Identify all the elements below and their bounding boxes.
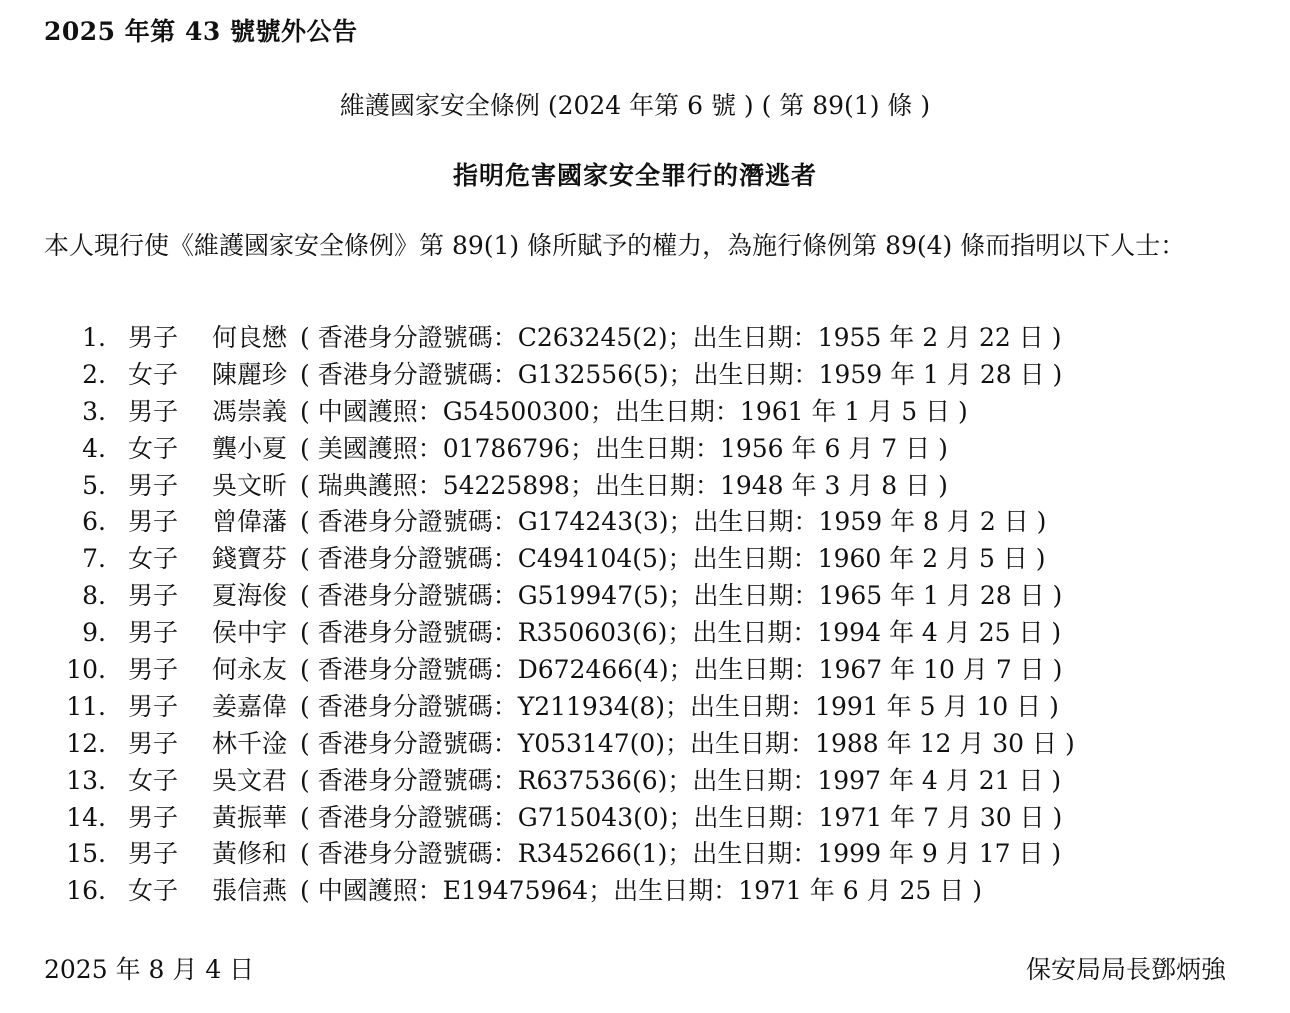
item-gender: 男子 — [128, 470, 179, 500]
item-name: 黃修和 — [212, 839, 288, 869]
item-number: 10. — [66, 655, 106, 685]
item-name: 何良懋 — [212, 323, 288, 352]
item-gender: 男子 — [128, 396, 179, 426]
item-identity-details: ( 香港身分證號碼：R637536(6)；出生日期：1997 年 4 月 21 日 ) — [300, 765, 1062, 795]
item-gender: 女子 — [128, 765, 179, 795]
intro-paragraph: 本人現行使《維護國家安全條例》第 89(1) 條所賦予的權力，為施行條例第 89(4) 條而指明以下人士： — [44, 231, 1186, 260]
item-identity-details: ( 香港身分證號碼：G174243(3)；出生日期：1959 年 8 月 2 日 ) — [300, 507, 1047, 537]
item-gender: 女子 — [128, 359, 179, 389]
item-identity-details: ( 中國護照：G54500300；出生日期：1961 年 1 月 5 日 ) — [300, 396, 968, 426]
item-identity-details: ( 香港身分證號碼：G132556(5)；出生日期：1959 年 1 月 28 日 ) — [300, 359, 1063, 389]
item-name: 吳文昕 — [212, 470, 288, 500]
item-gender: 男子 — [128, 323, 179, 352]
notice-date: 2025 年 8 月 4 日 — [44, 955, 255, 984]
item-number: 16. — [66, 876, 106, 906]
item-name: 何永友 — [212, 655, 288, 685]
item-identity-details: ( 香港身分證號碼：D672466(4)；出生日期：1967 年 10 月 7 日 ) — [300, 655, 1063, 685]
item-name: 錢寶芬 — [212, 544, 288, 574]
item-identity-details: ( 中國護照：E19475964；出生日期：1971 年 6 月 25 日 ) — [300, 876, 982, 906]
signatory: 保安局局長鄧炳強 — [1025, 955, 1226, 984]
item-number: 4. — [82, 433, 106, 463]
item-name: 張信燕 — [212, 876, 288, 906]
item-identity-details: ( 香港身分證號碼：Y211934(8)；出生日期：1991 年 5 月 10 日 ) — [300, 691, 1059, 721]
item-name: 陳麗珍 — [212, 359, 288, 389]
item-gender: 男子 — [128, 802, 179, 832]
item-gender: 男子 — [128, 618, 179, 648]
item-identity-details: ( 香港身分證號碼：R345266(1)；出生日期：1999 年 9 月 17 日 ) — [300, 839, 1062, 869]
item-gender: 男子 — [128, 839, 179, 869]
item-gender: 男子 — [128, 655, 179, 685]
item-name: 姜嘉偉 — [212, 691, 288, 721]
item-number: 7. — [82, 544, 106, 574]
item-number: 6. — [82, 507, 106, 537]
item-gender: 男子 — [128, 507, 179, 537]
item-gender: 男子 — [128, 581, 179, 611]
item-name: 侯中宇 — [212, 618, 288, 648]
item-number: 1. — [82, 323, 106, 352]
item-name: 吳文君 — [212, 765, 288, 795]
item-identity-details: ( 美國護照：01786796；出生日期：1956 年 6 月 7 日 ) — [300, 433, 948, 463]
item-gender: 女子 — [128, 544, 179, 574]
item-identity-details: ( 瑞典護照：54225898；出生日期：1948 年 3 月 8 日 ) — [300, 470, 948, 500]
item-number: 11. — [66, 691, 106, 721]
notice-number-title: 2025 年第 43 號號外公告 — [44, 17, 358, 46]
item-name: 夏海俊 — [212, 581, 288, 611]
item-name: 黃振華 — [212, 802, 288, 832]
item-identity-details: ( 香港身分證號碼：R350603(6)；出生日期：1994 年 4 月 25 日 ) — [300, 618, 1062, 648]
item-number: 14. — [66, 802, 106, 832]
item-number: 12. — [66, 728, 106, 758]
item-gender: 男子 — [128, 691, 179, 721]
item-identity-details: ( 香港身分證號碼：G519947(5)；出生日期：1965 年 1 月 28 日 ) — [300, 581, 1063, 611]
item-identity-details: ( 香港身分證號碼：C263245(2)；出生日期：1955 年 2 月 22 日 ) — [300, 323, 1062, 352]
item-number: 5. — [82, 470, 106, 500]
item-number: 15. — [66, 839, 106, 869]
item-number: 9. — [82, 618, 106, 648]
item-name: 龔小夏 — [212, 433, 288, 463]
item-identity-details: ( 香港身分證號碼：G715043(0)；出生日期：1971 年 7 月 30 日 ) — [300, 802, 1063, 832]
item-number: 8. — [82, 581, 106, 611]
item-gender: 男子 — [128, 728, 179, 758]
item-number: 3. — [82, 396, 106, 426]
item-name: 馮崇義 — [212, 396, 288, 426]
item-number: 2. — [82, 359, 106, 389]
item-name: 曾偉藩 — [212, 507, 288, 537]
item-gender: 女子 — [128, 876, 179, 906]
item-identity-details: ( 香港身分證號碼：Y053147(0)；出生日期：1988 年 12 月 30 日 ) — [300, 728, 1075, 758]
item-identity-details: ( 香港身分證號碼：C494104(5)；出生日期：1960 年 2 月 5 日 ) — [300, 544, 1046, 574]
document-heading: 指明危害國家安全罪行的潛逃者 — [452, 161, 817, 190]
item-gender: 女子 — [128, 433, 179, 463]
item-name: 林千淦 — [212, 728, 288, 758]
ordinance-reference: 維護國家安全條例 (2024 年第 6 號 ) ( 第 89(1) 條 ) — [339, 91, 931, 120]
item-number: 13. — [66, 765, 106, 795]
